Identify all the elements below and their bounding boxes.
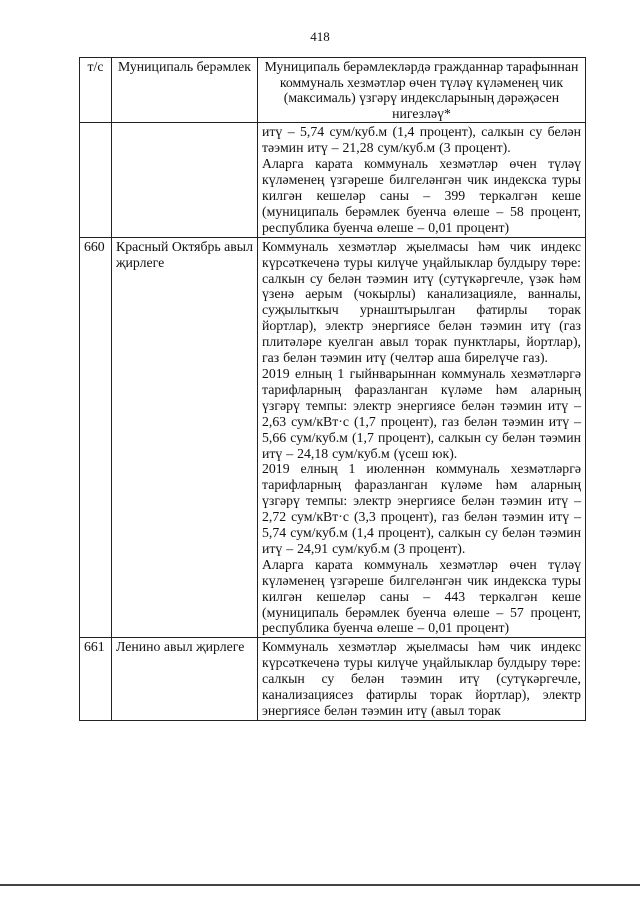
table-row <box>80 123 586 237</box>
basis-paragraph: Коммуналь хезмәтләр җыелмасы һәм чик индекс күрсәткеченә туры килүче уңайлыклар булдыру төре: салкын су белән тәэмин итү (сутүкәргечле, үзәк һәм үзенә аерым (чокырлы) канализацияле, ванналы, суҗылыткыч урнаштырылган фатирлы торак йортлар), электр энергиясе белән тәэмин итү (газ плитәләре куелган авыл торак пунктлары, йортлар), газ белән тәэмин итү (челтәр аша бирелүче газ). <box>262 238 581 366</box>
basis-paragraph: Аларга карата коммуналь хезмәтләр өчен түләү күләменең үзгәреше билгеләнгән чик индекска туры килгән кешеләр саны – 443 теркәлгән кеше (муниципаль берәмлек буенча өлеше – 57 процент, республика буенча өлеше – 0,01 процент) <box>262 556 581 636</box>
row-number <box>80 123 112 237</box>
row-basis <box>258 638 586 721</box>
header-basis: Муниципаль берәмлекләрдә гражданнар тарафыннан коммуналь хезмәтләр өчен түләү күләменең чик (максималь) үзгәрү индексларының дәрәҗәсен нигезләү* <box>258 58 586 123</box>
basis-paragraph: итү – 5,74 сум/куб.м (1,4 процент), салкын су белән тәэмин итү – 21,28 сум/куб.м (3 процент). <box>262 124 581 156</box>
tariff-table <box>79 57 586 721</box>
row-municipality: Ленино авыл җирлеге <box>112 638 258 721</box>
row-municipality <box>112 123 258 237</box>
basis-paragraph: Аларга карата коммуналь хезмәтләр өчен түләү күләменең үзгәреше билгеләнгән чик индекска туры килгән кешеләр саны – 399 теркәлгән кеше (муниципаль берәмлек буенча өлеше – 58 процент, республика буенча өлеше – 0,01 процент) <box>262 156 581 235</box>
basis-paragraph: 2019 елның 1 июленнән коммуналь хезмәтләргә тарифларның фаразланган күләме һәм аларның үзгәрү темпы: электр энергиясе белән тәэмин итү – 2,72 сум/кВт·с (3,3 процент), газ белән тәэмин итү – 5,74 сум/куб.м (1,4 процент), салкын су белән тәэмин итү – 24,91 сум/куб.м (3 процент). <box>262 461 581 556</box>
scan-bottom-edge <box>0 884 640 886</box>
table-row <box>80 237 586 638</box>
table-header-row <box>80 58 586 123</box>
page-number: 418 <box>310 29 330 44</box>
row-municipality: Красный Октябрь авыл җирлеге <box>112 237 258 638</box>
basis-paragraph: Коммуналь хезмәтләр җыелмасы һәм чик индекс күрсәткеченә туры килүче уңайлыклар булдыру төре: салкын су белән тәэмин итү (сутүкәргечле, канализациясез фатирлы торак йортлар), электр энергиясе белән тәэмин итү (авыл торак <box>262 639 581 718</box>
table-row <box>80 638 586 721</box>
header-number: т/с <box>80 58 112 123</box>
row-number: 660 <box>80 237 112 638</box>
basis-paragraph: 2019 елның 1 гыйнварыннан коммуналь хезмәтләргә тарифларның фаразланган күләме һәм аларның үзгәрү темпы: электр энергиясе белән тәэмин итү – 2,63 сум/кВт·с (1,7 процент), газ белән тәэмин итү – 5,66 сум/куб.м (1,7 процент), салкын су белән тәэмин итү – 24,18 сум/куб.м (үсеш юк). <box>262 365 581 461</box>
row-basis <box>258 237 586 638</box>
row-basis <box>258 123 586 237</box>
row-number: 661 <box>80 638 112 721</box>
header-municipality: Муниципаль берәмлек <box>112 58 258 123</box>
page-bottom-mask <box>0 884 640 905</box>
